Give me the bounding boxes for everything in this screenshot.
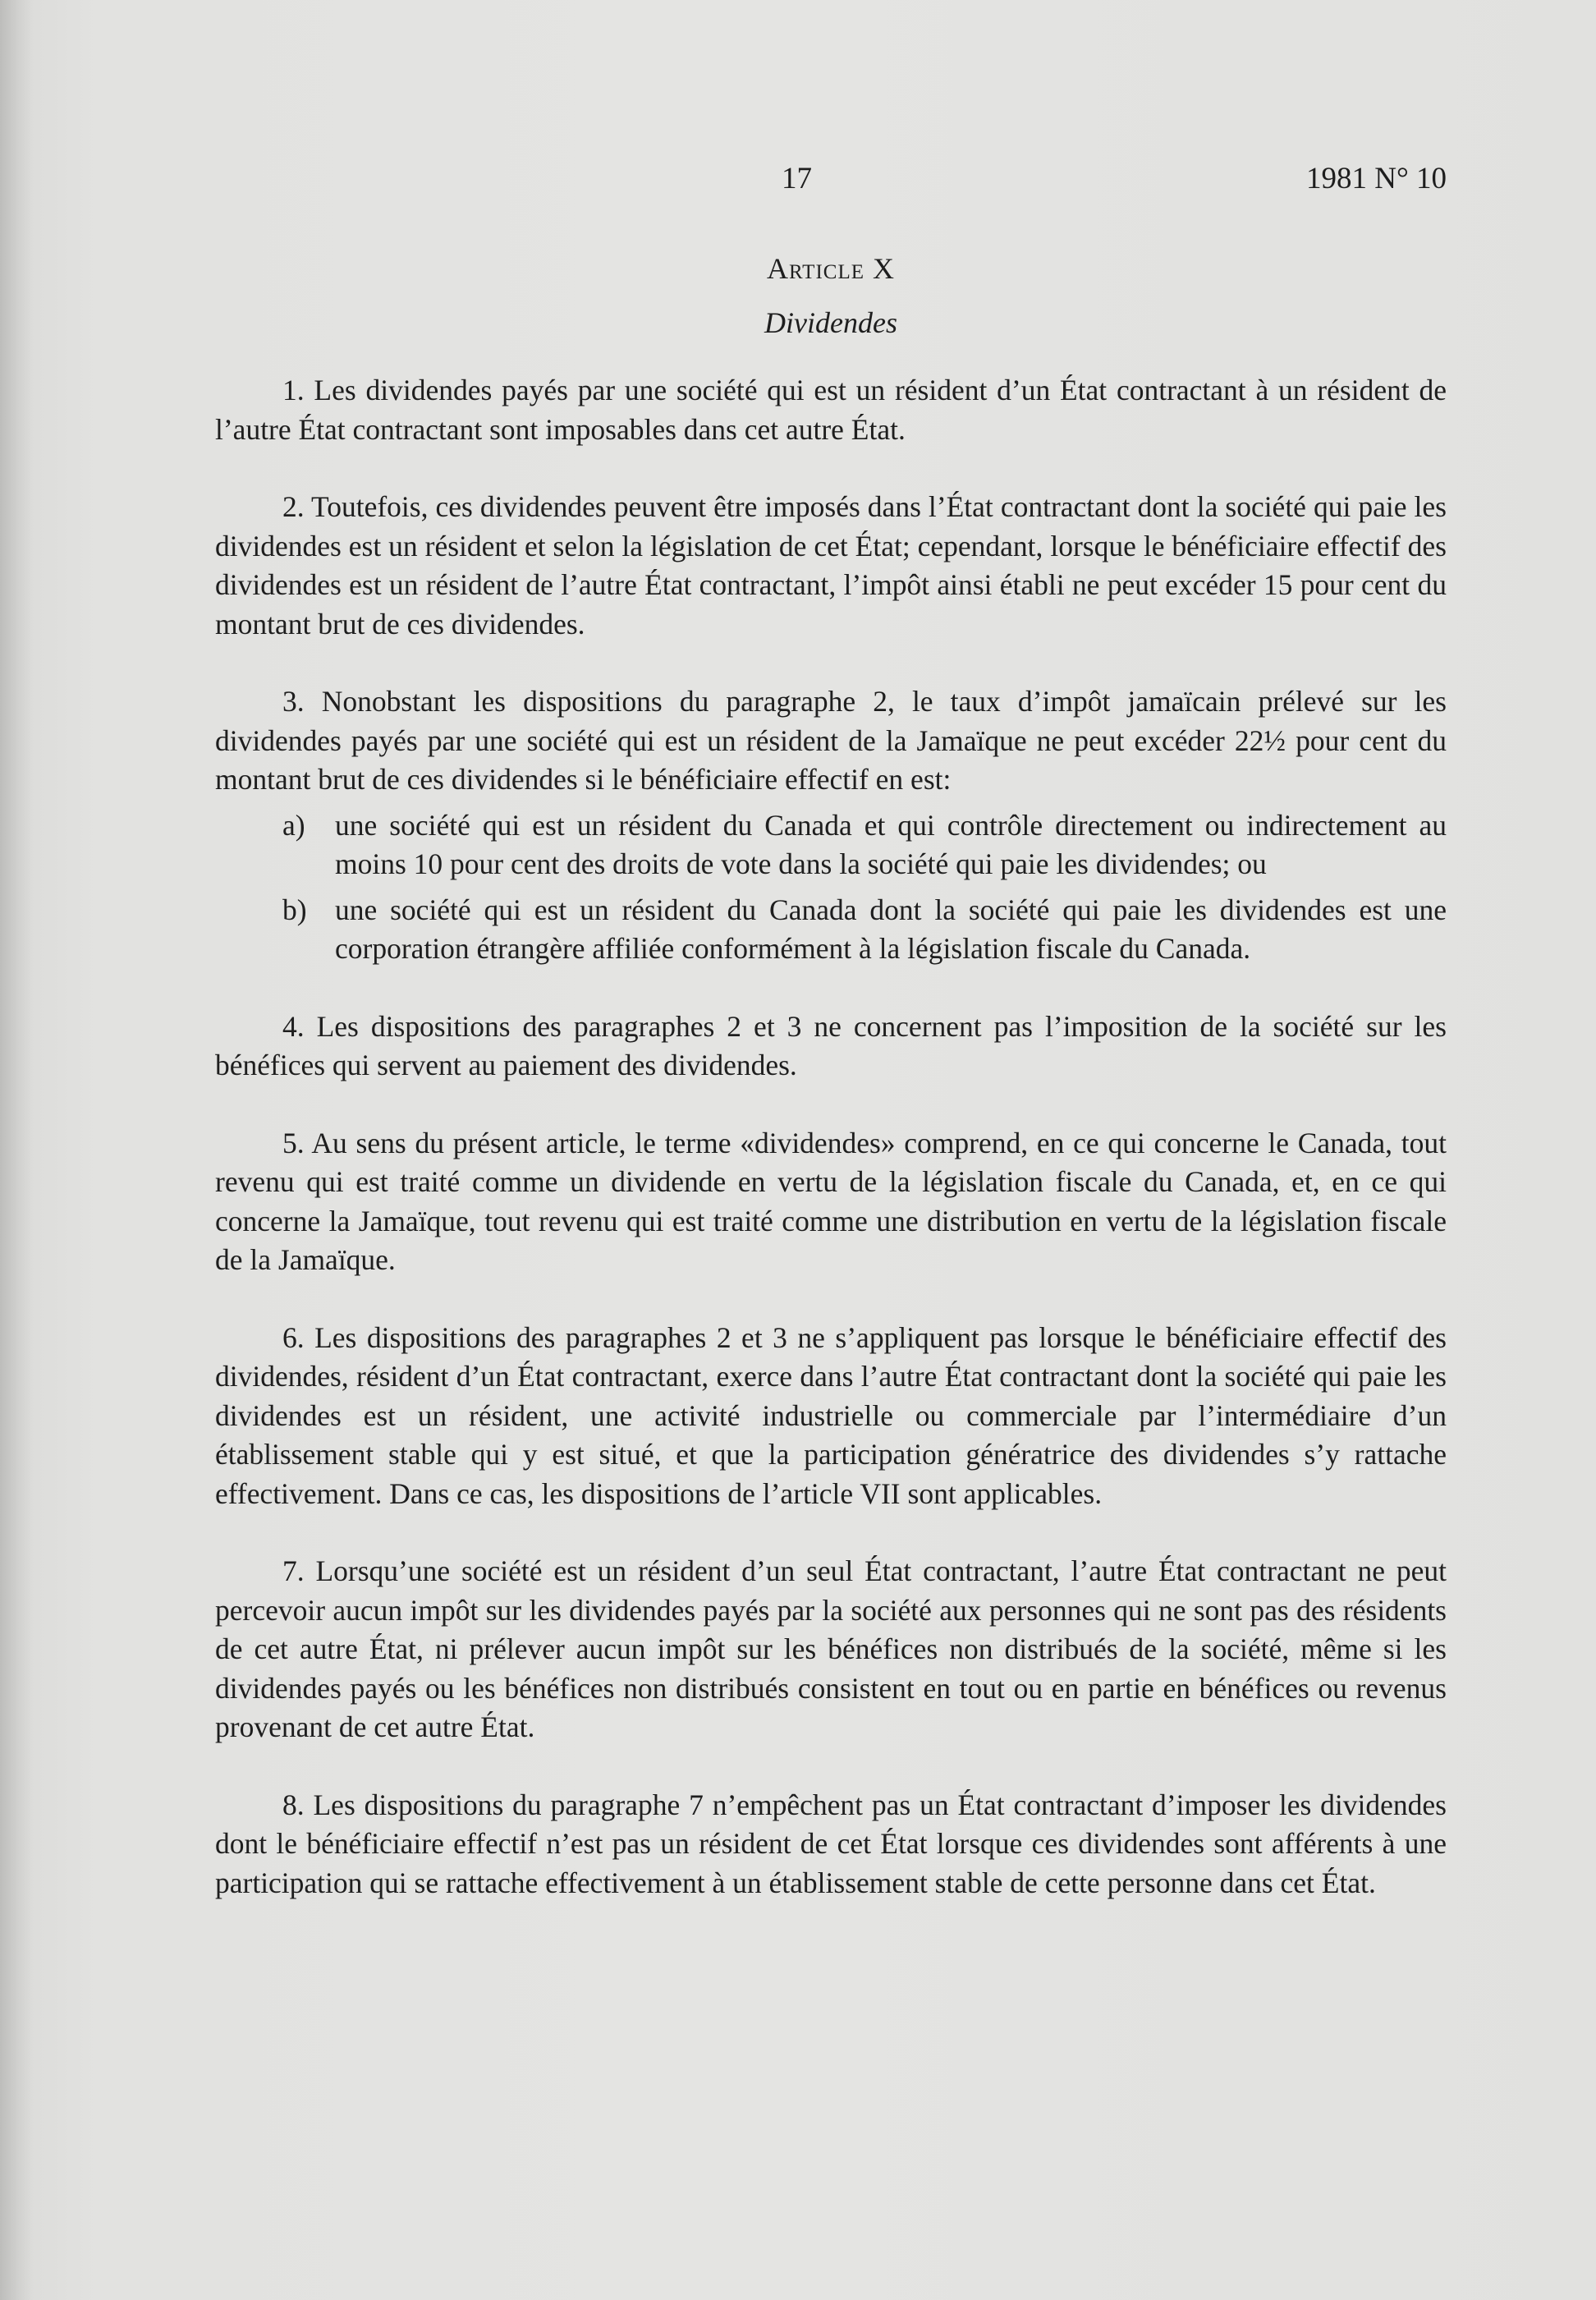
paragraph-3: 3. Nonobstant les dispositions du paragraphe 2, le taux d’impôt jamaïcain prélevé sur les dividendes payés par une société qui est un résident de la Jamaïque ne peut excéder 22½ pour cent du montant brut de ces dividendes si le bénéficiaire effectif en est: — [215, 685, 1447, 796]
page-header — [215, 161, 1447, 200]
paragraph-6: 6. Les dispositions des paragraphes 2 et 3 ne s’appliquent pas lorsque le bénéficiaire effectif des dividendes, résident d’un État contractant, exerce dans l’autre État contractant dont la société qui paie les dividendes est un résident, une activité industrielle ou commerciale par l’intermédiaire d’un établissement stable qui y est situé, et que la participation génératrice des dividendes s’y rattache effectivement. Dans ce cas, les dispositions de l’article VII sont applicables. — [215, 1320, 1447, 1510]
article-heading — [215, 251, 1447, 286]
article-body — [215, 371, 1447, 1941]
subparagraph-text: une société qui est un résident du Canada dont la société qui paie les dividendes est une corporation étrangère affiliée conformément à la législation fiscale du Canada. — [335, 893, 1447, 965]
statute-reference: 1981 N° 10 — [1305, 162, 1447, 195]
paragraph-1: 1. Les dividendes payés par une société qui est un résident d’un État contractant à un résident de l’autre État contractant sont imposables dans cet autre État. — [215, 374, 1447, 446]
paragraph-5: 5. Au sens du présent article, le terme «dividendes» comprend, en ce qui concerne le Canada, tout revenu qui est traité comme un dividende en vertu de la législation fiscale du Canada, et, en ce qui concerne la Jamaïque, tout revenu qui est traité comme une distribution en vertu de la législation fiscale de la Jamaïque. — [215, 1126, 1447, 1276]
article-title: Article X — [767, 252, 895, 285]
subparagraph-text: une société qui est un résident du Canada et qui contrôle directement ou indirectement au moins 10 pour cent des droits de vote dans la société qui paie les dividendes; ou — [335, 808, 1447, 880]
subparagraph-3b — [215, 891, 1447, 969]
paragraph-8: 8. Les dispositions du paragraphe 7 n’empêchent pas un État contractant d’imposer les dividendes dont le bénéficiaire effectif n’est pas un résident de cet État lorsque ces dividendes sont afférents à une participation qui se rattache effectivement à un établissement stable de cette personne dans cet État. — [215, 1788, 1447, 1899]
subparagraph-marker: b) — [282, 893, 307, 926]
article-subheading: Dividendes — [764, 306, 897, 339]
paragraph-4: 4. Les dispositions des paragraphes 2 et 3 ne concernent pas l’imposition de la société sur les bénéfices qui servent au paiement des dividendes. — [215, 1009, 1447, 1081]
binding-shadow — [0, 0, 33, 2300]
subparagraph-marker: a) — [282, 808, 305, 842]
subparagraph-3a — [215, 806, 1447, 884]
page-number: 17 — [782, 162, 812, 195]
paragraph-7: 7. Lorsqu’une société est un résident d’un seul État contractant, l’autre État contractant ne peut percevoir aucun impôt sur les dividendes payés par la société aux personnes qui ne sont pas des résidents de cet autre État, ni prélever aucun impôt sur les bénéfices non distribués de la société, même si les dividendes payés ou les bénéfices non distribués consistent en tout ou en partie en bénéfices ou revenus provenant de cet autre État. — [215, 1554, 1447, 1743]
paragraph-2: 2. Toutefois, ces dividendes peuvent être imposés dans l’État contractant dont la société qui paie les dividendes est un résident et selon la législation de cet État; cependant, lorsque le bénéficiaire effectif des dividendes est un résident de l’autre État contractant, l’impôt ainsi établi ne peut excéder 15 pour cent du montant brut de ces dividendes. — [215, 490, 1447, 640]
